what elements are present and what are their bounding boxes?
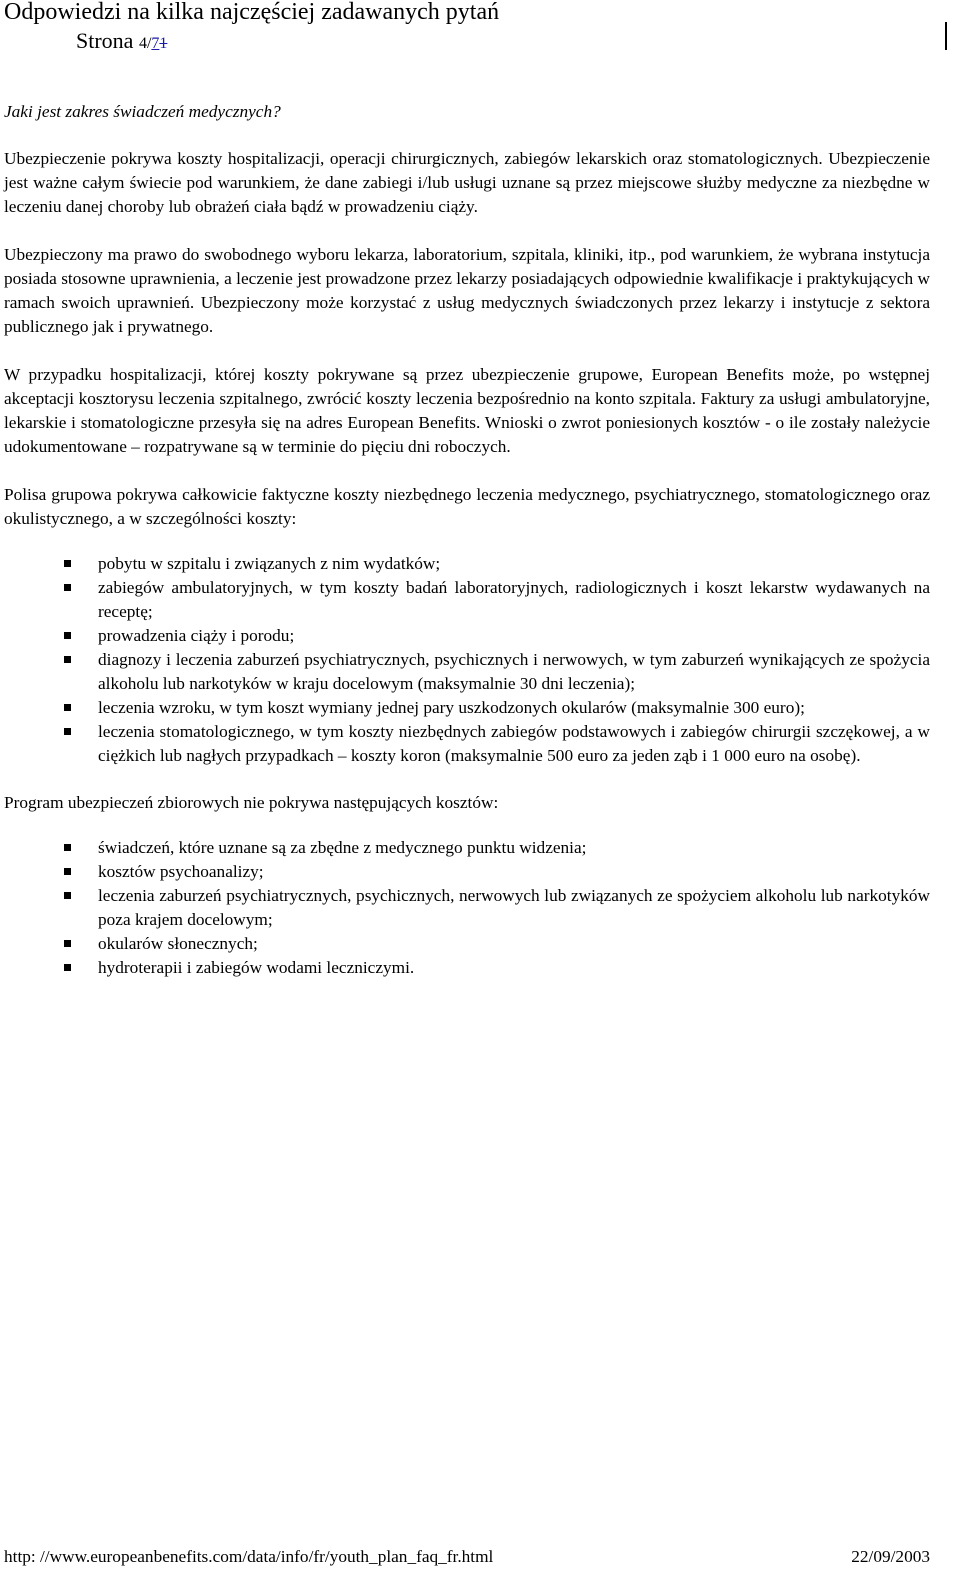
paragraph-exclusions-intro: Program ubezpieczeń zbiorowych nie pokrywa następujących kosztów: xyxy=(4,793,499,812)
list-item-text: leczenia zaburzeń psychiatrycznych, psychicznych, nerwowych lub związanych ze spożyciem alkoholu lub narkotyków poza krajem docelowym; xyxy=(98,886,930,929)
list-item xyxy=(4,884,930,932)
bullet-icon xyxy=(64,632,71,639)
footer-url: http: //www.europeanbenefits.com/data/info/fr/youth_plan_faq_fr.html xyxy=(4,1547,494,1566)
bullet-icon xyxy=(64,704,71,711)
list-item xyxy=(4,932,930,956)
page-total-inserted: 7 xyxy=(151,35,160,52)
list-item-text: leczenia wzroku, w tym koszt wymiany jednej pary uszkodzonych okularów (maksymalnie 300 euro); xyxy=(98,698,805,717)
page-total-deleted: 1 xyxy=(159,35,168,52)
bullet-icon xyxy=(64,656,71,663)
list-item xyxy=(4,576,930,624)
bullet-icon xyxy=(64,892,71,899)
list-item xyxy=(4,648,930,696)
list-item xyxy=(4,624,930,648)
bullet-icon xyxy=(64,728,71,735)
list-item-text: prowadzenia ciąży i porodu; xyxy=(98,626,295,645)
bullet-icon xyxy=(64,868,71,875)
bullet-icon xyxy=(64,844,71,851)
page-footer xyxy=(4,1545,930,1569)
document-title: Odpowiedzi na kilka najczęściej zadawanych pytań xyxy=(4,0,500,25)
bullet-icon xyxy=(64,964,71,971)
list-item xyxy=(4,956,930,980)
list-item-text: kosztów psychoanalizy; xyxy=(98,862,264,881)
page-current: 4 xyxy=(138,35,147,52)
covered-costs-list xyxy=(4,552,930,768)
list-item xyxy=(4,720,930,768)
exclusions-list xyxy=(4,836,930,980)
page-header xyxy=(4,0,950,58)
paragraph-free-choice: Ubezpieczony ma prawo do swobodnego wyboru lekarza, laboratorium, szpitala, kliniki, itp., pod warunkiem, że wybrana instytucja posiada stosowne uprawnienia, a leczenie jest prowadzone przez lekarzy posiadających odpowiednie kwalifikacje i praktykujących w ramach swoich uprawnień. Ubezpieczony może korzystać z usług medycznych świadczonych przez lekarzy i instytucje z sektora publicznego jak i prywatnego. xyxy=(4,245,930,336)
list-item-text: pobytu w szpitalu i związanych z nim wydatków; xyxy=(98,554,441,573)
list-item xyxy=(4,696,930,720)
footer-date: 22/09/2003 xyxy=(851,1547,930,1566)
paragraph-hospitalization: W przypadku hospitalizacji, której koszty pokrywane są przez ubezpieczenie grupowe, European Benefits może, po wstępnej akceptacji kosztorysu leczenia szpitalnego, zwrócić koszty leczenia bezpośrednio na konto szpitala. Faktury za usługi ambulatoryjne, lekarskie i stomatologiczne przesyła się na adres European Benefits. Wnioski o zwrot poniesionych kosztów - o ile zostały należycie udokumentowane – rozpatrywane są w terminie do pięciu dni roboczych. xyxy=(4,365,930,456)
page-separator: / xyxy=(146,35,152,52)
bullet-icon xyxy=(64,940,71,947)
list-item-text: zabiegów ambulatoryjnych, w tym koszty badań laboratoryjnych, radiologicznych i koszt lekarstw wydawanych na receptę; xyxy=(98,578,930,621)
document-body xyxy=(4,100,930,1003)
question-heading: Jaki jest zakres świadczeń medycznych? xyxy=(4,102,281,121)
revision-change-bar xyxy=(945,22,947,50)
list-item xyxy=(4,836,930,860)
list-item-text: leczenia stomatologicznego, w tym koszty niezbędnych zabiegów podstawowych i zabiegów chirurgii szczękowej, a w ciężkich lub nagłych przypadkach – koszty koron (maksymalnie 500 euro za jeden ząb i 1 000 euro na osobę). xyxy=(98,722,930,765)
page-label: Strona xyxy=(76,28,139,53)
list-item-text: świadczeń, które uznane są za zbędne z medycznego punktu widzenia; xyxy=(98,838,587,857)
page-number xyxy=(76,27,950,58)
list-item xyxy=(4,552,930,576)
list-item-text: diagnozy i leczenia zaburzeń psychiatrycznych, psychicznych i nerwowych, w tym zaburzeń wynikających ze spożycia alkoholu lub narkotyków w kraju docelowym (maksymalnie 30 dni leczenia); xyxy=(98,650,930,693)
paragraph-coverage: Ubezpieczenie pokrywa koszty hospitalizacji, operacji chirurgicznych, zabiegów lekarskich oraz stomatologicznych. Ubezpieczenie jest ważne całym świecie pod warunkiem, że dane zabiegi i/lub usługi uznane są przez miejscowe służby medyczne za niezbędne w leczeniu danej choroby lub obrażeń ciała bądź w prowadzeniu ciąży. xyxy=(4,149,930,216)
list-item xyxy=(4,860,930,884)
paragraph-policy-costs: Polisa grupowa pokrywa całkowicie faktyczne koszty niezbędnego leczenia medycznego, psychiatrycznego, stomatologicznego oraz okulistycznego, a w szczególności koszty: xyxy=(4,485,930,528)
list-item-text: hydroterapii i zabiegów wodami leczniczymi. xyxy=(98,958,415,977)
list-item-text: okularów słonecznych; xyxy=(98,934,258,953)
bullet-icon xyxy=(64,560,71,567)
bullet-icon xyxy=(64,584,71,591)
